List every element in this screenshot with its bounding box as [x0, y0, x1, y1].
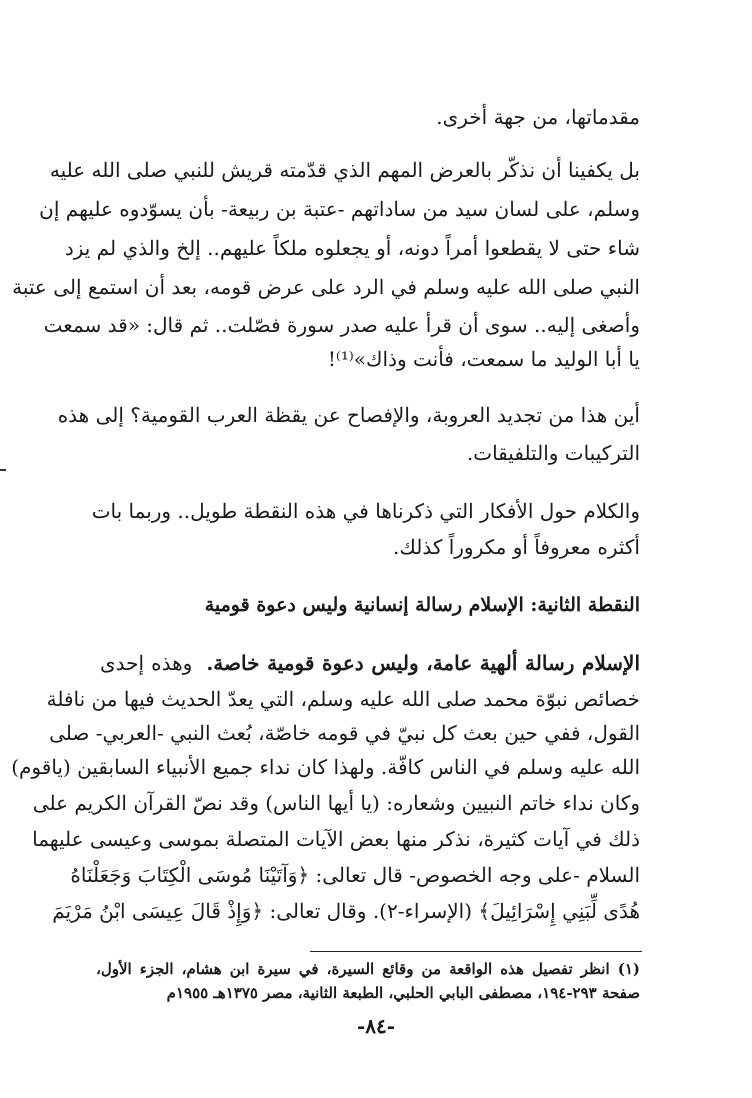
text-line: شاء حتى لا يقطعوا أمراً دونه، أو يجعلوه ملكاً عليهم.. إلخ والذي لم يزد — [64, 236, 640, 260]
text-line: السلام -على وجه الخصوص- قال تعالى: ﴿وَآتَيْنَا مُوسَى الْكِتَابَ وَجَعَلْنَاهُ — [70, 863, 640, 887]
text-line: بل يكفينا أن نذكّر بالعرض المهم الذي قدّمته قريش للنبي صلى الله عليه — [49, 158, 640, 182]
text-line: القول، ففي حين بعث كل نبيّ في قومه خاصّة، بُعث النبي -العربي- صلى — [49, 721, 640, 745]
page-number: -٨٤- — [356, 1014, 396, 1038]
text-line: أكثره معروفاً أو مكروراً كذلك. — [393, 535, 640, 559]
footnote-line: (١) انظر تفصيل هذه الواقعة من وقائع السيرة، في سيرة ابن هشام، الجزء الأول، — [96, 960, 640, 978]
text-line: والكلام حول الأفكار التي ذكرناها في هذه النقطة طويل.. وربما بات — [91, 499, 640, 523]
text-line: الله عليه وسلم في الناس كافّة. ولهذا كان نداء جميع الأنبياء السابقين (ياقوم) — [11, 755, 640, 779]
text-line: خصائص نبوّة محمد صلى الله عليه وسلم، التي يعدّ الحديث فيها من نافلة — [46, 687, 640, 711]
margin-mark — [0, 469, 6, 471]
text-line: هُدًى لِّبَنِي إِسْرَائِيلَ﴾ (الإسراء-٢). وقال تعالى: ﴿وَإِذْ قَالَ عِيسَى ابْنُ مَرْيَمَ — [52, 899, 640, 923]
text-line: وكان نداء خاتم النبيين وشعاره: (يا أيها الناس) وقد نصّ القرآن الكريم على — [32, 791, 640, 815]
text-line — [100, 646, 640, 680]
lead-rest: وهذه إحدى — [100, 651, 200, 675]
footnote-divider — [310, 951, 642, 952]
text-line: التركيبات والتلفيقات. — [466, 441, 640, 465]
text-line: وأصغى إليه.. سوى أن قرأ عليه صدر سورة فصّلت.. ثم قال: «قد سمعت — [43, 313, 640, 337]
text-line: ذلك في آيات كثيرة، نذكر منها بعض الآيات المتصلة بموسى وعيسى عليهما — [32, 827, 640, 851]
text-line: يا أبا الوليد ما سمعت، فأنت وذاك»⁽¹⁾! — [327, 347, 640, 371]
text-line: مقدماتها، من جهة أخرى. — [436, 105, 640, 129]
text-line: أين هذا من تجديد العروبة، والإفصاح عن يقظة العرب القومية؟ إلى هذه — [57, 403, 640, 427]
bold-lead: الإسلام رسالة ألهية عامة، وليس دعوة قومية خاصة. — [206, 651, 641, 675]
text-line: وسلم، على لسان سيد من ساداتهم -عتبة بن ربيعة- بأن يسوّدوه عليهم إن — [39, 197, 640, 221]
footnote-line: صفحة ٢٩٣-١٩٤، مصطفى البابي الحلبي، الطبعة الثانية، مصر ١٣٧٥هـ ١٩٥٥م — [166, 984, 640, 1002]
text-line: النبي صلى الله عليه وسلم في الرد على عرض قومه، بعد أن استمع إلى عتبة — [12, 275, 640, 299]
section-heading: النقطة الثانية: الإسلام رسالة إنسانية وليس دعوة قومية — [204, 594, 640, 616]
